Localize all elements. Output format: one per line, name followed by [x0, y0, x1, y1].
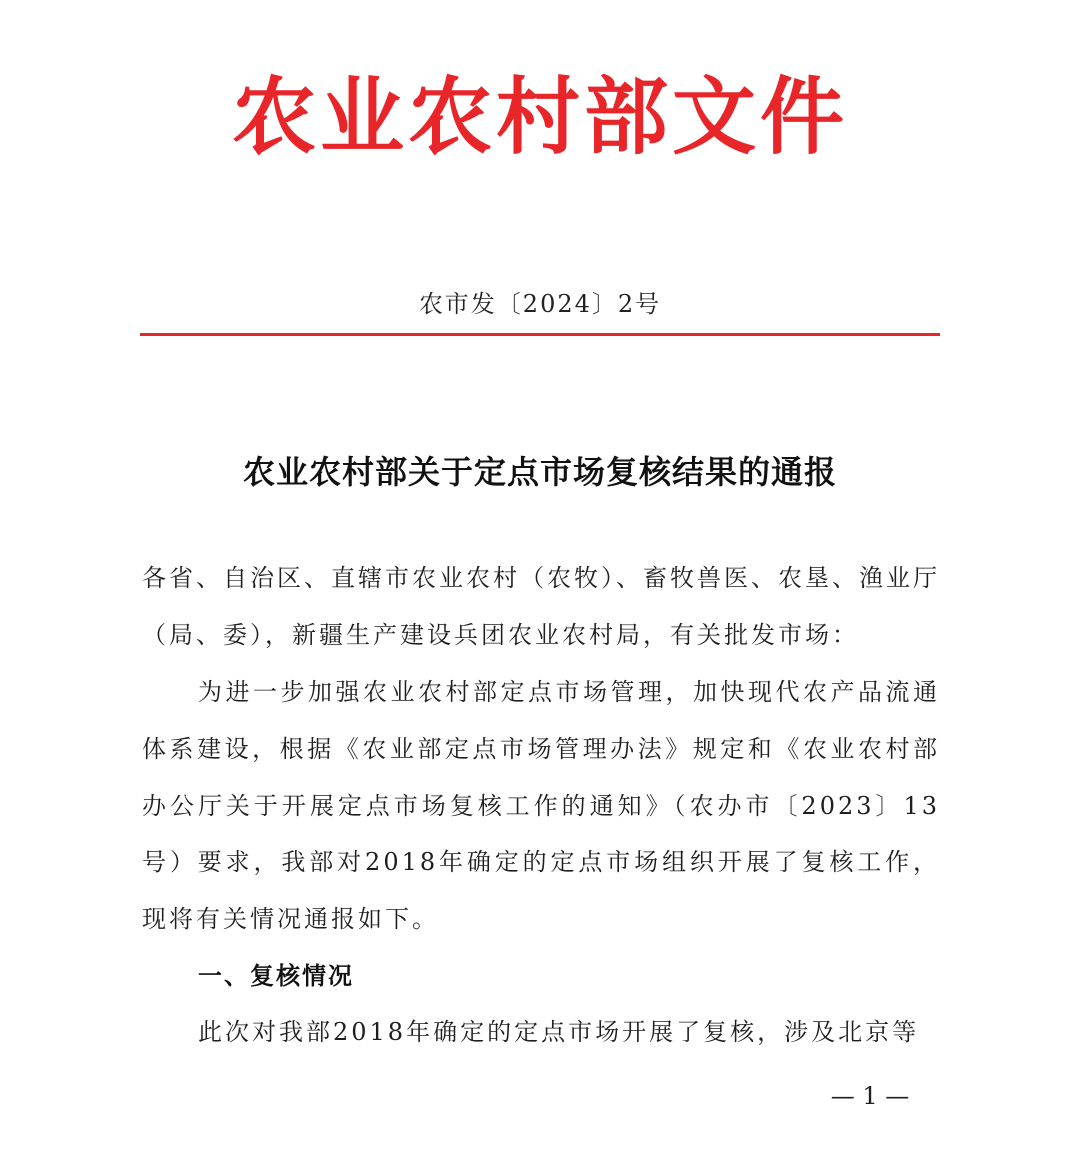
section-heading: 一、复核情况 [198, 962, 354, 990]
page-number: — 1 — [830, 1082, 910, 1110]
document-masthead: 农业农村部文件 [231, 67, 848, 166]
body-paragraph: 为进一步加强农业农村部定点市场管理，加快现代农产品流通体系建设，根据《农业部定点市场管理办法》规定和《农业农村部办公厅关于开展定点市场复核工作的通知》（农办市〔2023〕13号）要求，我部对2018年确定的定点市场组织开展了复核工作，现将有关情况通报如下。 [142, 678, 940, 934]
document-title: 农业农村部关于定点市场复核结果的通报 [242, 453, 837, 491]
section-paragraph: 此次对我部2018年确定的定点市场开展了复核，涉及北京等 [198, 1018, 920, 1046]
document-number: 农市发〔2024〕2号 [418, 290, 662, 318]
salutation: 各省、自治区、直辖市农业农村（农牧）、畜牧兽医、农垦、渔业厅（局、委），新疆生产建设兵团农业农村局，有关批发市场： [142, 564, 940, 649]
red-divider-line [140, 333, 940, 336]
